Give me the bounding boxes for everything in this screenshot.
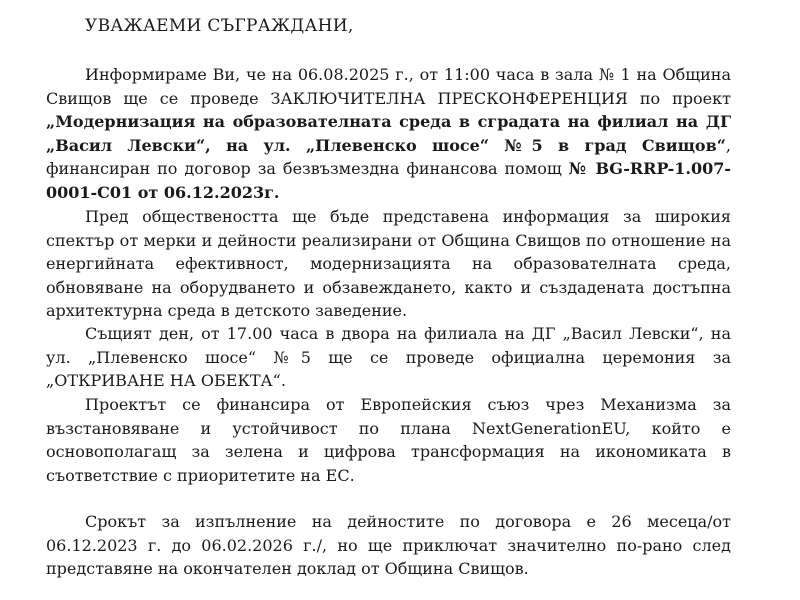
paragraph-information: Пред обществеността ще бъде представена информация за широкия спектър от мерки и дейности реализирани от Община Свищов по отношение на енергийната ефективност, модернизацията на образователната среда, обновяване на оборудването и обзавеждането, както и създадената достъпна архитектурна среда в детското заведение. [46,207,731,320]
financing-text: , финансиран по договор за безвъзмездна финансова помощ [46,135,731,178]
project-title: „Модернизация на образователната среда в сградата на филиал на ДГ „Васил Левски“, на ул. „Плевенско шосе“ №5 в град Свищов“ [46,112,731,155]
paragraph-funding: Проектът се финансира от Европейския съюз чрез Механизма за възстановяване и устойчивост по плана NextGenerationEU, който е основополагащ за зелена и цифрова трансформация на икономиката в съответствие с приоритетите на ЕС. [46,395,731,485]
announcement-text: Информираме Ви, че на 06.08.2025 г., от 11:00 часа в зала № 1 на Община Свищов ще се проведе ЗАКЛЮЧИТЕЛНА ПРЕСКОНФЕРЕНЦИЯ по проект [46,65,731,108]
paragraph-announcement [46,63,731,204]
paragraph-ceremony: Същият ден, от 17.00 часа в двора на филиала на ДГ „Васил Левски“, на ул. „Плевенско шосе“ №5 ще се проведе официална церемония за „ОТКРИВАНЕ НА ОБЕКТА“. [46,324,731,390]
paragraph-deadline: Срокът за изпълнение на дейностите по договора е 26 месеца/от 06.12.2023 г. до 06.02.2026 г./, но ще приключат значително по-рано след представяне на окончателен доклад от Община Свищов. [46,512,731,578]
greeting-heading: УВАЖАЕМИ СЪГРАЖДАНИ, [85,16,354,36]
contract-number: № BG-RRP-1.007-0001-C01 от 06.12.2023г. [46,159,731,202]
